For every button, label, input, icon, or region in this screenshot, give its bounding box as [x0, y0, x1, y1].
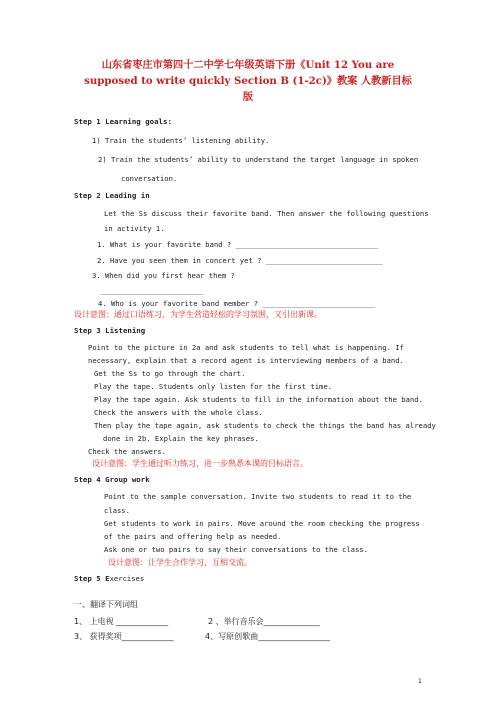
step3-line-3: Get the Ss to go through the chart. — [94, 369, 246, 378]
step4-heading: Step 4 Group work — [74, 475, 150, 484]
title-line-3: 版 — [242, 91, 254, 103]
step4-line-5: Ask one or two pairs to say their conversations to the class. — [104, 545, 368, 554]
step2-design-note: 设计意图：通过口语练习，为学生营造轻松的学习氛围，又引出新课。 — [74, 310, 322, 319]
step3-line-2: necessary, explain that a record agent is interviewing members of a band. — [88, 356, 404, 365]
step4-line-4: of the pairs and offering help as needed. — [104, 532, 282, 541]
step2-intro-1: Let the Ss discuss their favorite band. Then answer the following questions — [104, 209, 429, 218]
step2-question-3: 3. When did you first hear them ? — [92, 271, 235, 280]
step4-line-3: Get students to work in pairs. Move around the room checking the progress — [104, 519, 420, 528]
step5-heading-rest: xercises — [109, 574, 145, 583]
step1-heading: Step 1 Learning goals: — [74, 117, 172, 126]
step1-item-2-cont: conversation. — [121, 174, 178, 183]
step5-heading — [74, 574, 144, 583]
exercise-row-2-left: 3、 获得奖项_____________ — [74, 632, 174, 641]
step3-line-5: Play the tape again. Ask students to fill in the information about the band. — [94, 395, 423, 404]
exercise-row-1-left: 1、 上电视 _____________ — [74, 617, 169, 626]
step2-question-1: 1. What is your favorite band ? _________________________________ — [97, 240, 379, 249]
step3-line-8: done in 2b. Explain the key phrases. — [103, 434, 259, 443]
step2-heading: Step 2 Leading in — [74, 191, 150, 200]
step5-heading-bold: Step 5 E — [74, 574, 110, 583]
step3-design-note: 设计意图：学生通过听力练习，进一步熟悉本课的目标语言。 — [92, 459, 308, 468]
step4-design-note: 设计意图：让学生合作学习，互相交流。 — [108, 558, 252, 567]
step3-line-6: Check the answers with the whole class. — [94, 408, 263, 417]
step3-line-9: Check the answers. — [88, 447, 166, 456]
step3-line-1: Point to the picture in 2a and ask students to tell what is happening. If — [88, 343, 404, 352]
step3-line-7: Then play the tape again, ask students to check the things the band has already — [94, 421, 436, 430]
exercise-row-2-right: 4、写原创歌曲__________________ — [205, 632, 331, 641]
step2-intro-2: in activity 1. — [104, 224, 165, 233]
step1-item-2: 2) Train the students’ ability to understand the target language in spoken — [98, 155, 419, 164]
page-number: 1 — [418, 678, 422, 685]
step2-question-3-blank: ________________________ — [100, 286, 204, 295]
exercise-row-1-right: 2 、举行音乐会______________ — [208, 617, 320, 626]
step4-line-2: class. — [104, 506, 130, 515]
step2-question-2: 2. Have you seen them in concert yet ? ___________________________ — [97, 256, 383, 265]
step3-heading: Step 3 Listening — [74, 326, 146, 335]
step4-line-1: Point to the sample conversation. Invite two students to read it to the — [104, 492, 412, 501]
step2-question-4: 4. Who is your favorite band member ? __________________________ — [98, 299, 375, 308]
exercise-section-title: 一、翻译下列词组 — [74, 600, 138, 609]
step1-item-1: 1) Train the students’ listening ability. — [92, 136, 270, 145]
step3-line-4: Play the tape. Students only listen for the first time. — [94, 382, 332, 391]
document-title — [70, 57, 426, 105]
title-line-1: 山东省枣庄市第四十二中学七年级英语下册《Unit 12 You are — [101, 59, 395, 71]
title-line-2: supposed to write quickly Section B (1-2c)》教案 人教新目标 — [84, 75, 412, 87]
